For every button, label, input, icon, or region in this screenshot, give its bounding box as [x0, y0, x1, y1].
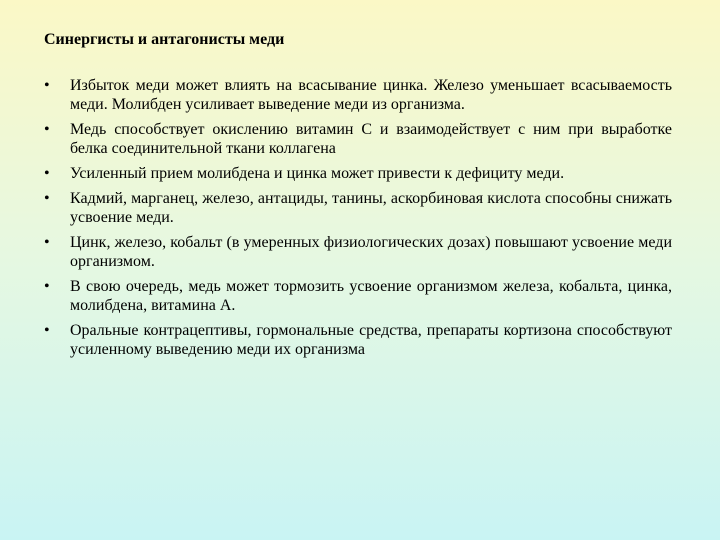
bullet-text: Усиленный прием молибдена и цинка может привести к дефициту меди. — [70, 165, 565, 182]
bullet-item — [44, 164, 672, 183]
bullet-text: Избыток меди может влиять на всасывание цинка. Железо уменьшает всасываемость меди. Молибден усиливает выведение меди из организма. — [70, 77, 672, 113]
bullet-item — [44, 233, 672, 271]
bullet-item — [44, 76, 672, 114]
bullet-item — [44, 120, 672, 158]
slide-title: Синергисты и антагонисты меди — [44, 31, 285, 48]
bullet-marker: • — [44, 77, 50, 94]
bullet-item — [44, 277, 672, 315]
bullet-text: Оральные контрацептивы, гормональные средства, препараты кортизона способствуют усиленному выведению меди их организма — [70, 322, 672, 358]
bullet-text: Кадмий, марганец, железо, антациды, танины, аскорбиновая кислота способны снижать усвоение меди. — [70, 190, 672, 226]
bullet-marker: • — [44, 234, 50, 251]
bullet-item — [44, 321, 672, 359]
bullet-text: Цинк, железо, кобальт (в умеренных физиологических дозах) повышают усвоение меди организмом. — [70, 234, 672, 270]
bullet-marker: • — [44, 190, 50, 207]
bullet-marker: • — [44, 121, 50, 138]
bullet-list — [44, 76, 672, 365]
bullet-marker: • — [44, 322, 50, 339]
bullet-item — [44, 189, 672, 227]
bullet-marker: • — [44, 165, 50, 182]
bullet-text: В свою очередь, медь может тормозить усвоение организмом железа, кобальта, цинка, молибдена, витамина А. — [70, 278, 672, 314]
bullet-marker: • — [44, 278, 50, 295]
bullet-text: Медь способствует окислению витамин С и взаимодействует с ним при выработке белка соединительной ткани коллагена — [70, 121, 672, 157]
